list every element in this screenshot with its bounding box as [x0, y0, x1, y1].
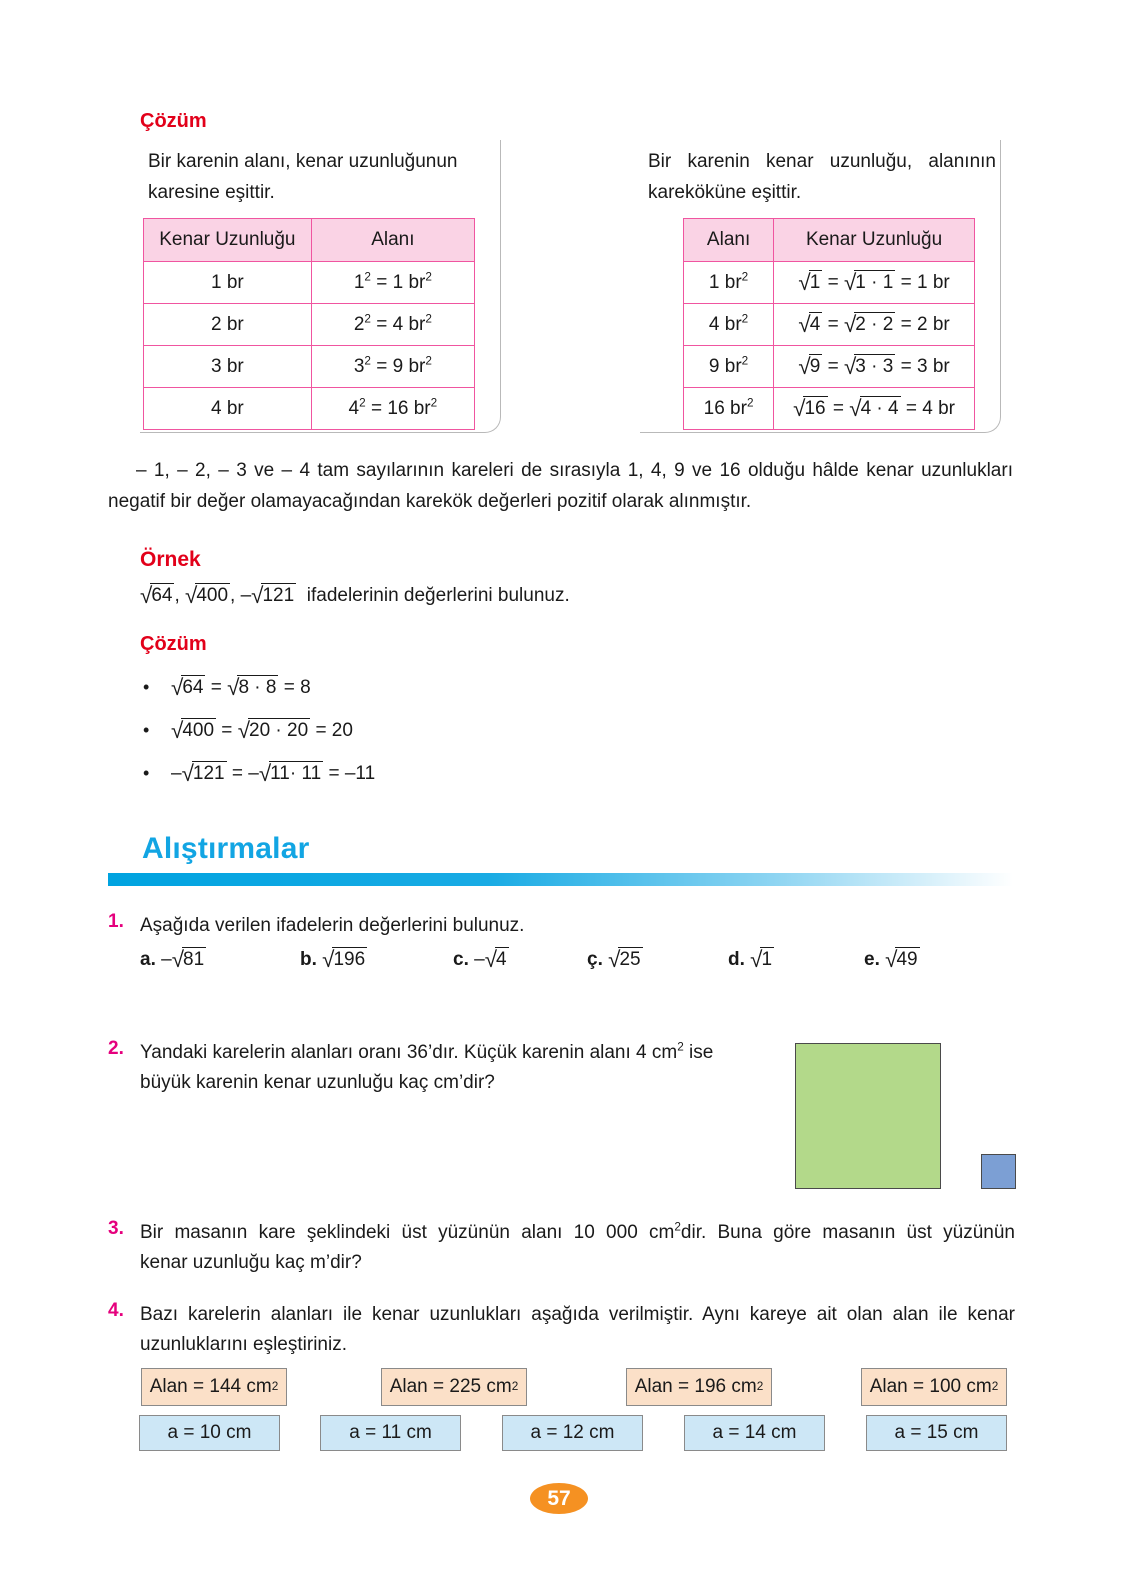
sqrt-expr-factored [238, 718, 310, 742]
radicand: 49 [896, 949, 918, 970]
q2-line1-a: Yandaki karelerin alanları oranı 36’dır. Küçük karenin alanı 4 cm [140, 1042, 678, 1063]
radicand: 1 [809, 272, 821, 294]
q2-line1-b: ise [683, 1042, 714, 1063]
radicand: 121 [262, 585, 295, 606]
question-1-text: Aşağıda verilen ifadelerin değerlerini bulunuz. [140, 915, 525, 936]
question-1-number: 1. [108, 911, 124, 932]
result: = 2 br [900, 314, 950, 336]
sqrt-expr [798, 270, 822, 294]
area-base: 1 [353, 271, 365, 293]
area-box-label: Alan = 144 cm [149, 1376, 272, 1397]
radicand: 4 [496, 949, 507, 970]
table-header-row [144, 219, 475, 262]
radical-sign: √ [793, 396, 806, 422]
big-green-square [795, 1043, 941, 1189]
radical-sign: √ [849, 396, 862, 422]
radicand: 4 · 4 [860, 398, 899, 420]
sqrt-expr [485, 947, 509, 971]
radical-sign: √ [258, 760, 272, 786]
area-value: 4 br [708, 313, 742, 335]
side-box-11[interactable]: a = 11 cm [320, 1415, 461, 1451]
radicand: 400 [182, 720, 215, 741]
radical-sign: √ [185, 582, 198, 608]
th-area: Alanı [684, 219, 774, 262]
option-b [300, 947, 367, 971]
q3-line1-b: dir. Buna göre masanın üst yüzünün [680, 1222, 1015, 1243]
equals: = [827, 272, 839, 294]
result: = 20 [315, 720, 353, 741]
sqrt-expr [798, 312, 822, 336]
example-tail-text: ifadelerinin değerlerini bulunuz. [306, 585, 570, 606]
side-box-14[interactable]: a = 14 cm [684, 1415, 825, 1451]
cell-area [311, 262, 474, 304]
radical-sign: √ [798, 270, 811, 296]
cell-side [774, 346, 975, 388]
table-row [684, 388, 975, 430]
q3-line1-a: Bir masanın kare şeklindeki üst yüzünün alanı 10 000 cm [140, 1222, 675, 1243]
area-unit-exp: 2 [425, 312, 432, 326]
radicand: 81 [183, 949, 205, 970]
solution-bullet-1 [143, 675, 311, 699]
left-card-intro: Bir karenin alanı, kenar uzunluğunun karesine eşittir. [148, 151, 458, 203]
area-base: 3 [353, 355, 365, 377]
sqrt-expr [793, 396, 827, 420]
equals: = [210, 677, 222, 698]
radical-sign: √ [843, 354, 857, 380]
question-4-text [140, 1300, 1015, 1360]
radical-sign: √ [181, 760, 194, 786]
q4-line2: uzunluklarını eşleştiriniz. [140, 1334, 347, 1355]
equals: = [221, 720, 233, 741]
area-value: 9 br [708, 355, 742, 377]
minus-sign: – [171, 763, 182, 784]
th-area: Alanı [311, 219, 474, 262]
radicand: 400 [196, 585, 229, 606]
radicand: 16 [804, 398, 826, 420]
radicand: 9 [809, 356, 821, 378]
radical-sign: √ [608, 946, 621, 972]
result: = 4 br [905, 398, 956, 420]
area-eq: = 1 br [376, 271, 426, 293]
cell-side [774, 262, 975, 304]
q3-exponent: 2 [674, 1220, 681, 1234]
sqrt-expr [322, 947, 367, 971]
radicand: 4 [809, 314, 821, 336]
question-2-number: 2. [108, 1038, 124, 1059]
radical-sign: √ [171, 717, 184, 743]
sqrt-expr [182, 761, 227, 785]
area-exp: 2 [746, 396, 754, 410]
exercises-rule [108, 873, 1013, 886]
sqrt-expr-3 [251, 583, 296, 607]
radical-sign: √ [171, 946, 185, 972]
sqrt-expr [750, 947, 774, 971]
radical-sign: √ [322, 946, 335, 972]
area-exp: 2 [741, 354, 749, 368]
cell-area [311, 388, 474, 430]
sqrt-expr-factored [844, 312, 895, 336]
note-paragraph: – 1, – 2, – 3 ve – 4 tam sayılarının kareleri de sırasıyla 1, 4, 9 ve 16 olduğu hâlde kenar uzunlukları negatif bir değer olamayacağından karekök değerleri pozitif olarak alınmıştır. [108, 460, 1013, 512]
separator: , [230, 585, 236, 606]
cell-area [684, 304, 774, 346]
q2-line2: büyük karenin kenar uzunluğu kaç cm’dir? [140, 1072, 495, 1093]
th-side: Kenar Uzunluğu [774, 219, 975, 262]
right-card-intro: Bir karenin kenar uzunluğu, alanının kareköküne eşittir. [648, 151, 996, 203]
result: = 1 br [900, 272, 950, 294]
question-2-text [140, 1038, 775, 1098]
bullet-dot: • [143, 763, 150, 783]
area-box-100[interactable]: Alan = 100 cm 2 [861, 1368, 1007, 1406]
option-letter: ç. [587, 949, 603, 970]
result: = 3 br [900, 356, 950, 378]
radicand: 2 · 2 [855, 314, 894, 336]
bullet-dot: • [143, 677, 150, 697]
bullet-dot: • [143, 720, 150, 740]
option-a [140, 947, 206, 971]
radical-sign: √ [843, 312, 857, 338]
sqrt-expr [172, 947, 206, 971]
cell-area [684, 346, 774, 388]
separator: , [174, 585, 180, 606]
radicand: 3 · 3 [855, 356, 894, 378]
radicand: 20 · 20 [249, 720, 309, 741]
cell-side [774, 304, 975, 346]
radical-sign: √ [885, 946, 898, 972]
area-value: 16 br [703, 397, 747, 419]
sqrt-expr-factored [844, 270, 895, 294]
table-row [144, 346, 475, 388]
solution-bullet-2 [143, 718, 353, 742]
option-c [453, 947, 509, 971]
radicand: 64 [182, 677, 204, 698]
example-statement [140, 583, 570, 607]
table-row [144, 388, 475, 430]
cell-area [684, 388, 774, 430]
solution-label-top: Çözüm [140, 110, 207, 132]
radicand: 64 [151, 585, 173, 606]
table-row [684, 304, 975, 346]
radicand: 196 [333, 949, 366, 970]
q2-exponent: 2 [677, 1040, 684, 1054]
option-d [728, 947, 774, 971]
radical-sign: √ [237, 717, 250, 743]
question-4-number: 4. [108, 1300, 124, 1321]
sqrt-expr-factored [844, 354, 895, 378]
area-to-side-table [683, 218, 975, 430]
radicand: 8 · 8 [238, 677, 277, 698]
result: = –11 [328, 763, 376, 784]
exercises-title: Alıştırmalar [142, 832, 310, 865]
area-box-225[interactable]: Alan = 225 cm 2 [381, 1368, 527, 1406]
sqrt-expr-factored [849, 396, 900, 420]
area-base: 4 [348, 397, 360, 419]
radical-sign: √ [251, 582, 264, 608]
cell-area [684, 262, 774, 304]
option-letter: d. [728, 949, 745, 970]
side-box-12[interactable]: a = 12 cm [502, 1415, 643, 1451]
area-base: 2 [353, 313, 365, 335]
cell-side: 3 br [144, 346, 312, 388]
sqrt-expr [171, 718, 216, 742]
radicand: 25 [619, 949, 641, 970]
solution-bullet-3 [143, 761, 375, 785]
sqrt-expr [608, 947, 642, 971]
th-side: Kenar Uzunluğu [144, 219, 312, 262]
option-e [864, 947, 920, 971]
cell-area [311, 346, 474, 388]
cell-side: 2 br [144, 304, 312, 346]
sqrt-expr-1 [140, 583, 174, 607]
radical-sign: √ [798, 312, 811, 338]
option-c-cedilla [587, 947, 643, 971]
area-box-144[interactable]: Alan = 144 cm 2 [141, 1368, 287, 1406]
table-header-row [684, 219, 975, 262]
radical-sign: √ [843, 270, 857, 296]
area-box-196[interactable]: Alan = 196 cm 2 [626, 1368, 772, 1406]
option-sign: – [474, 949, 485, 970]
area-exp: 2 [359, 396, 366, 410]
table-row [144, 262, 475, 304]
side-box-15[interactable]: a = 15 cm [866, 1415, 1007, 1451]
solution-label-example: Çözüm [140, 633, 207, 655]
equals-minus: = – [231, 763, 259, 784]
q4-line1: Bazı karelerin alanları ile kenar uzunlukları aşağıda verilmiştir. Aynı kareye ait olan alan ile kenar [140, 1304, 1015, 1325]
sqrt-expr [171, 675, 205, 699]
area-value: 1 br [708, 271, 742, 293]
equals: = [827, 314, 839, 336]
cell-side [774, 388, 975, 430]
area-box-label: Alan = 100 cm [869, 1376, 992, 1397]
question-3-text [140, 1218, 1015, 1278]
example-label: Örnek [140, 548, 201, 571]
equals: = [827, 356, 839, 378]
table-row [684, 346, 975, 388]
area-unit-exp: 2 [425, 270, 432, 284]
sqrt-expr-factored [259, 761, 323, 785]
radicand: 1 [761, 949, 773, 970]
area-exp: 2 [364, 312, 371, 326]
radicand: 121 [192, 763, 225, 784]
option-letter: b. [300, 949, 317, 970]
side-box-10[interactable]: a = 10 cm [139, 1415, 280, 1451]
radical-sign: √ [484, 946, 498, 972]
small-blue-square [981, 1154, 1016, 1189]
cell-area [311, 304, 474, 346]
option-sign: – [161, 949, 172, 970]
area-unit-exp: 2 [430, 396, 438, 410]
cell-side: 1 br [144, 262, 312, 304]
sqrt-expr [798, 354, 822, 378]
sqrt-expr-2 [185, 583, 230, 607]
area-unit-exp: 2 [425, 354, 432, 368]
area-eq: = 9 br [376, 355, 426, 377]
area-exp: 2 [364, 270, 371, 284]
area-exp: 2 [741, 312, 749, 326]
side-to-area-table [143, 218, 475, 430]
question-3-number: 3. [108, 1218, 124, 1239]
area-box-label: Alan = 196 cm [634, 1376, 757, 1397]
area-eq: = 16 br [370, 397, 431, 419]
radicand: 1 · 1 [855, 272, 894, 294]
area-eq: = 4 br [376, 313, 426, 335]
result: = 8 [283, 677, 311, 698]
sqrt-expr-factored [227, 675, 278, 699]
cell-side: 4 br [144, 388, 312, 430]
option-letter: a. [140, 949, 156, 970]
equals: = [832, 398, 844, 420]
radical-sign: √ [227, 674, 240, 700]
radical-sign: √ [798, 354, 811, 380]
option-letter: e. [864, 949, 880, 970]
radical-sign: √ [750, 946, 763, 972]
table-row [684, 262, 975, 304]
area-exp: 2 [364, 354, 371, 368]
minus-sign: – [240, 585, 252, 606]
area-exp: 2 [741, 270, 749, 284]
sqrt-expr [885, 947, 919, 971]
area-box-label: Alan = 225 cm [389, 1376, 512, 1397]
table-row [144, 304, 475, 346]
page-number-badge: 57 [530, 1483, 588, 1514]
q3-line2: kenar uzunluğu kaç m’dir? [140, 1252, 362, 1273]
option-letter: c. [453, 949, 469, 970]
radical-sign: √ [171, 674, 184, 700]
radical-sign: √ [140, 582, 153, 608]
radicand: 11· 11 [270, 763, 322, 784]
